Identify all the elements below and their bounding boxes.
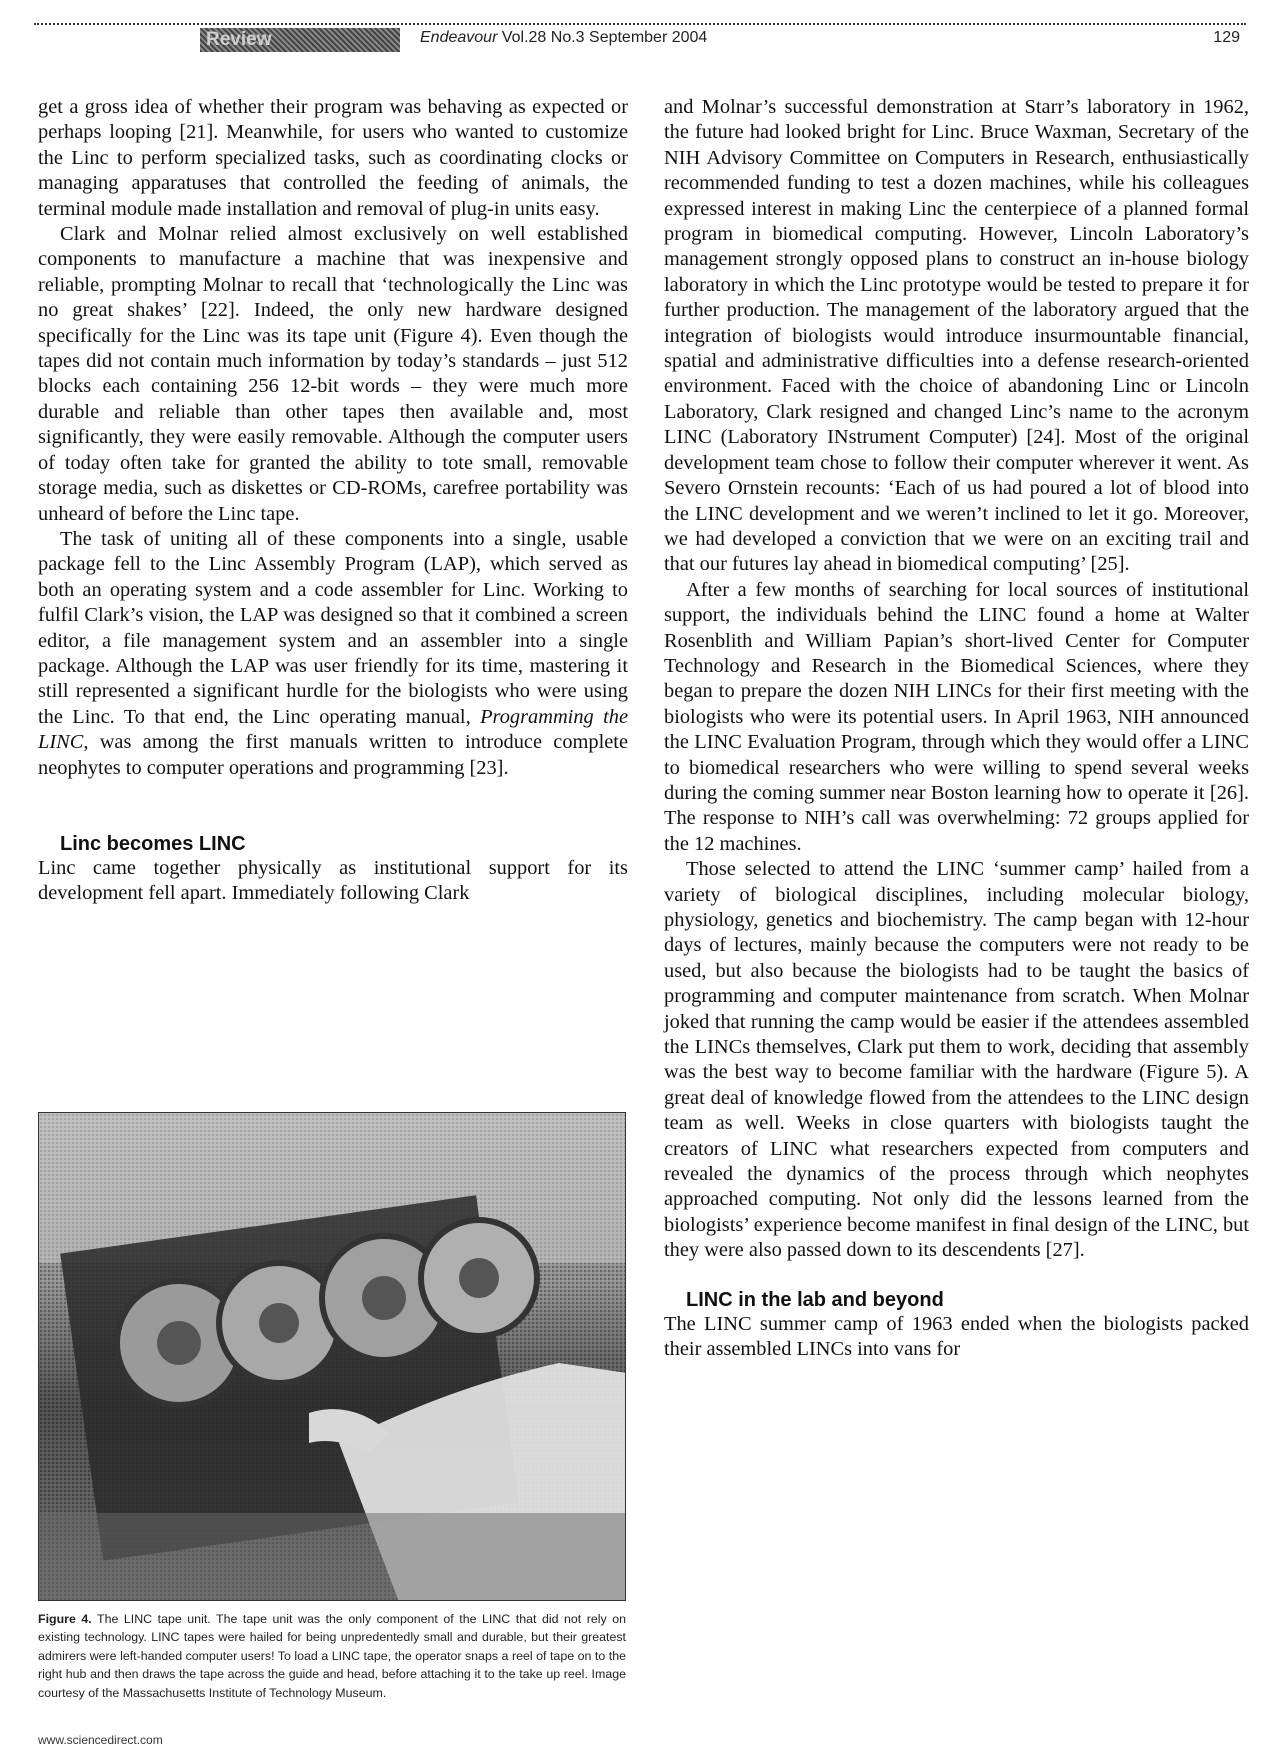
figure-4-caption <box>38 1610 626 1702</box>
left-column <box>38 95 628 907</box>
left-paragraph-3-end: , was among the first manuals written to introduce complete neophytes to computer operations and programming [23]. <box>38 731 628 779</box>
header-dotted-rule <box>34 23 1246 25</box>
figure-label: Figure 4. <box>38 1612 92 1626</box>
left-paragraph-1: get a gross idea of whether their program was behaving as expected or perhaps looping [21]. Meanwhile, for users who wanted to customize the Linc to perform specialized tasks, such as coordinating clocks or managing apparatuses that controlled the feeding of animals, the terminal module made installation and removal of plug-in units easy. <box>38 96 628 220</box>
tape-unit-illustration <box>39 1113 626 1601</box>
right-paragraph-1: and Molnar’s successful demonstration at Starr’s laboratory in 1962, the future had looked bright for Linc. Bruce Waxman, Secretary of the NIH Advisory Committee on Computers in Research, enthusiastically recommended funding to test a dozen machines, while his colleagues expressed interest in making Linc the centerpiece of a planned formal program in biomedical computing. However, Lincoln Laboratory’s management strongly opposed plans to construct an in-house biology laboratory in which the Linc prototype would be tested to prepare it for further production. The management of the laboratory argued that the integration of biologists would introduce insurmountable financial, spatial and administrative difficulties into a defense research-oriented environment. Faced with the choice of abandoning Linc or Lincoln Laboratory, Clark resigned and changed Linc’s name to the acronym LINC (Laboratory INstrument Computer) [24]. Most of the original development team chose to follow their computer wherever it went. As Severo Ornstein recounts: ‘Each of us had poured a lot of blood into the LINC development and we weren’t inclined to let it go. Moreover, we had developed a conviction that we were on an exciting trail and that our futures lay ahead in biomedical computing’ [25]. <box>664 96 1249 576</box>
section-heading-linc-becomes-linc: Linc becomes LINC <box>60 832 246 855</box>
right-section-paragraph: The LINC summer camp of 1963 ended when the biologists packed their assembled LINCs into vans for <box>664 1312 1249 1361</box>
volume-issue-date: Vol.28 No.3 September 2004 <box>501 29 708 46</box>
right-paragraph-2: After a few months of searching for local sources of institutional support, the individuals behind the LINC found a home at Walter Rosenblith and William Papian’s short-lived Center for Computer Technology and Research in the Biomedical Sciences, where they began to prepare the dozen NIH LINCs for their first meeting with the biologists who were its potential users. In April 1963, NIH announced the LINC Evaluation Program, through which they would offer a LINC to biomedical researchers who were willing to spend several weeks during the coming summer near Boston learning how to operate it [26]. The response to NIH’s call was overwhelming: 72 groups applied for the 12 machines. <box>664 578 1249 855</box>
journal-name: Endeavour <box>420 29 498 46</box>
right-paragraph-3: Those selected to attend the LINC ‘summer camp’ hailed from a variety of biological disciplines, including molecular biology, physiology, genetics and biochemistry. The camp began with 12-hour days of lectures, mainly because the computers were not ready to be used, but also because the biologists had to be taught the basics of programming and computer maintenance from scratch. When Molnar joked that running the camp would be easier if the attendees assembled the LINCs themselves, Clark put them to work, deciding that assembly was the best way to become familiar with the hardware (Figure 5). A great deal of knowledge flowed from the attendees to the LINC design team as well. Weeks in close quarters with biologists taught the creators of LINC what researchers expected from computers and revealed the dynamics of the process through which neophytes approached computing. Not only did the lessons learned from the biologists’ experience become manifest in final design of the LINC, but they were also passed down to its descendents [27]. <box>664 858 1249 1262</box>
section-heading-linc-in-the-lab: LINC in the lab and beyond <box>686 1288 944 1311</box>
left-paragraph-3-start: The task of uniting all of these components into a single, usable package fell to the Linc Assembly Program (LAP), which served as both an operating system and a code assembler for Linc. Working to fulfil Clark’s vision, the LAP was designed so that it combined a screen editor, a file management system and an assembler into a single package. Although the LAP was user friendly for its time, mastering it still represented a significant hurdle for the biologists who were using the Linc. To that end, the Linc operating manual, <box>38 527 628 728</box>
manual-title: Programming the LINC <box>38 705 629 754</box>
right-column <box>664 95 1249 1363</box>
figure-4-photo <box>38 1112 626 1601</box>
left-paragraph-2: Clark and Molnar relied almost exclusively on well established components to manufacture a machine that was inexpensive and reliable, prompting Molnar to recall that ‘technologically the Linc was no great shakes’ [22]. Indeed, the only new hardware designed specifically for the Linc was its tape unit (Figure 4). Even though the tapes did not contain much information by today’s standards – just 512 blocks each containing 256 12-bit words – they were much more durable and reliable than other tapes then available and, most significantly, they were easily removable. Although the computer users of today often take for granted the ability to tote small, removable storage media, such as diskettes or CD-ROMs, carefree portability was unheard of before the Linc tape. <box>38 223 628 525</box>
left-paragraph-3 <box>38 527 628 781</box>
footer-url: www.sciencedirect.com <box>38 1733 163 1747</box>
section-tag: Review <box>200 28 400 52</box>
page-number: 129 <box>1213 29 1240 46</box>
figure-caption-text: The LINC tape unit. The tape unit was the only component of the LINC that did not rely on existing technology. LINC tapes were hailed for being unpredentedly small and durable, but their greatest admirers were left-handed computer users! To load a LINC tape, the operator snaps a reel of tape on to the right hub and then draws the tape across the guide and head, before attaching it to the take up reel. Image courtesy of the Massachusetts Institute of Technology Museum. <box>38 1612 627 1700</box>
journal-info <box>420 29 707 47</box>
left-section-paragraph: Linc came together physically as institutional support for its development fell apart. Immediately following Clark <box>38 856 628 905</box>
